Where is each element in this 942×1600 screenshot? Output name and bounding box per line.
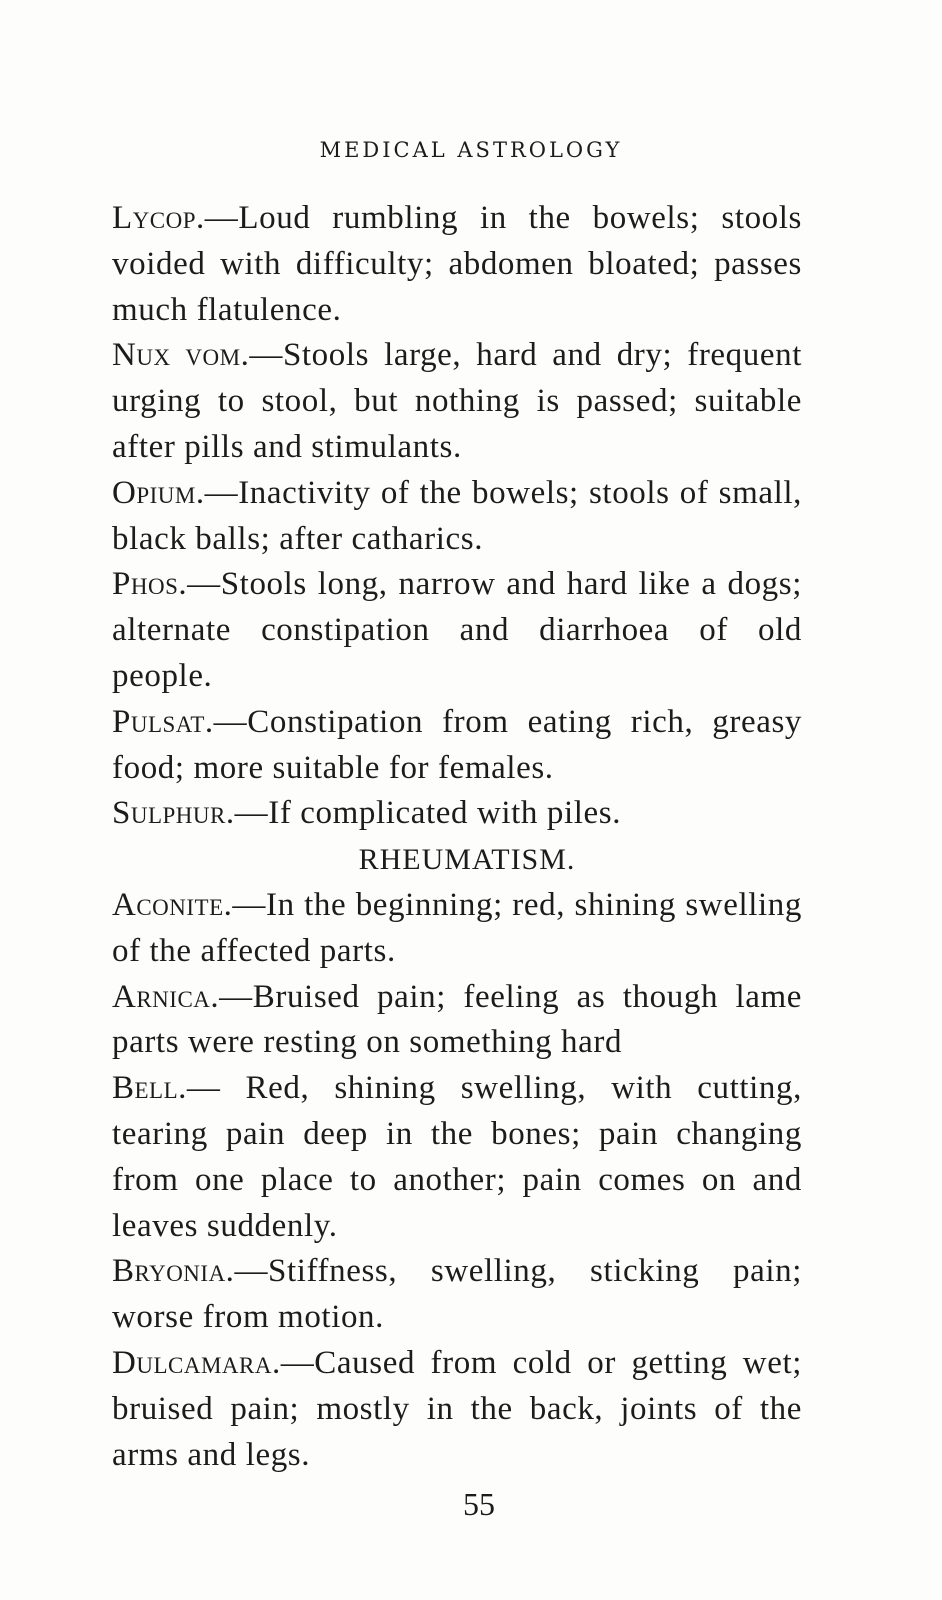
remedy-entry-phos	[112, 562, 802, 699]
remedy-entry-bryonia	[112, 1249, 802, 1341]
remedy-description: —If complicated with piles.	[234, 795, 622, 832]
remedy-description: —Stools large, hard and dry; frequent urging to stool, but nothing is passed; suitable after pills and stimulants.	[112, 337, 802, 465]
remedy-entry-opium	[112, 471, 802, 563]
remedy-description: —Inactivity of the bowels; stools of small, black balls; after catharics.	[112, 474, 802, 557]
remedy-name: Bell.	[112, 1070, 187, 1107]
remedy-name: Opium.	[112, 474, 205, 511]
remedy-entry-arnica	[112, 975, 802, 1067]
remedy-name: Phos.	[112, 566, 188, 603]
remedy-name: Dulcamara.	[112, 1344, 281, 1381]
remedy-entry-aconite	[112, 883, 802, 975]
remedy-entry-lycop	[112, 196, 802, 333]
remedy-entry-bell	[112, 1066, 802, 1249]
page-number: 55	[463, 1486, 495, 1522]
remedy-description: —Caused from cold or getting wet; bruised pain; mostly in the back, joints of the arms and legs.	[112, 1344, 802, 1473]
remedy-description: —Loud rumbling in the bowels; stools voided with difficulty; abdomen bloated; passes much flatulence.	[112, 200, 802, 328]
remedy-description: —In the beginning; red, shining swelling of the affected parts.	[112, 886, 802, 969]
remedy-name: Sulphur.	[112, 795, 235, 832]
remedy-entry-dulcamara	[112, 1341, 802, 1478]
remedy-entry-nux-vom	[112, 333, 802, 470]
section-heading: RHEUMATISM.	[358, 843, 576, 877]
running-head: MEDICAL ASTROLOGY	[319, 138, 623, 162]
remedy-description: —Stools long, narrow and hard like a dogs; alternate constipation and diarrhoea of old people.	[112, 566, 802, 694]
remedy-description: —Stiffness, swelling, sticking pain; worse from motion.	[112, 1253, 802, 1336]
remedy-description: —Bruised pain; feeling as though lame parts were resting on something hard	[112, 978, 802, 1061]
remedy-description: —Constipation from eating rich, greasy food; more suitable for females.	[112, 703, 802, 786]
remedy-name: Bryonia.	[112, 1253, 235, 1290]
page-body	[112, 196, 802, 1478]
remedy-entry-pulsat	[112, 700, 802, 792]
remedy-entry-sulphur	[112, 791, 802, 837]
remedy-name: Lycop.	[112, 200, 205, 236]
remedy-name: Aconite.	[112, 886, 233, 923]
remedy-name: Pulsat.	[112, 703, 214, 740]
remedy-name: Nux vom.	[112, 337, 250, 374]
remedy-description: — Red, shining swelling, with cutting, tearing pain deep in the bones; pain changing from one place to another; pain comes on and leaves suddenly.	[112, 1070, 802, 1244]
remedy-name: Arnica.	[112, 978, 220, 1015]
